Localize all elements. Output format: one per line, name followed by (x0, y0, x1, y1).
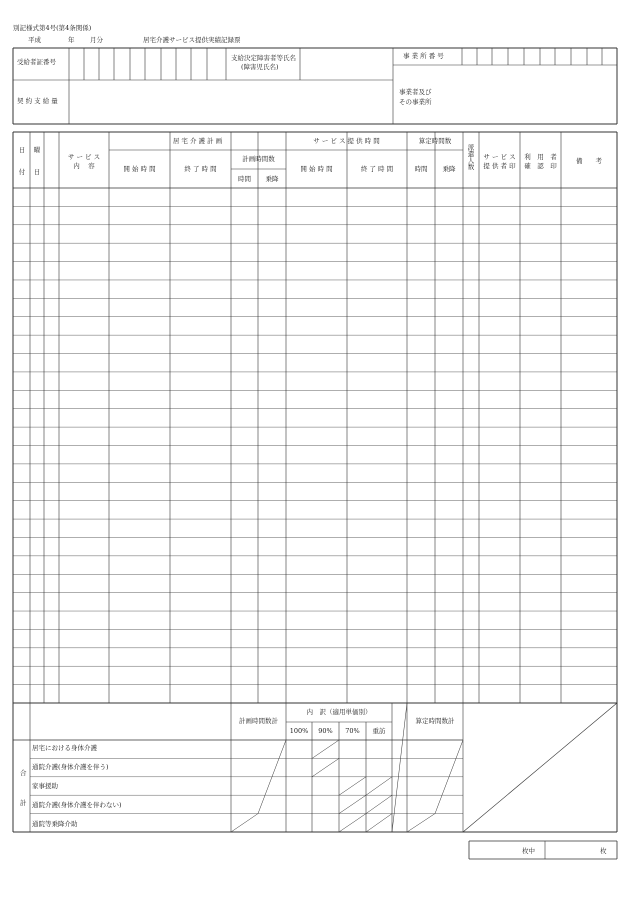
provider-seal-header-2: 提 供 者 印 (483, 162, 516, 170)
plan-hours-col: 時間 (238, 175, 251, 183)
document-title: 居宅介護サービス提供実績記録票 (143, 36, 241, 44)
breakdown-70: 70% (345, 727, 360, 735)
breakdown-90: 90% (318, 727, 333, 735)
breakdown-label: 内 訳（適用単価別） (306, 708, 372, 716)
totals-label-bottom: 計 (20, 799, 27, 807)
totals-row-label: 居宅における身体介護 (32, 744, 97, 752)
weekday-header-2: 日 (33, 168, 41, 176)
plan-hours-header: 計画時間数 (242, 155, 275, 163)
plan-group-header: 居 宅 介 護 計 画 (172, 137, 223, 145)
grid-line (463, 703, 617, 832)
service-header: サ ー ビ ス (67, 153, 101, 161)
remarks-header: 備 考 (576, 157, 602, 165)
calc-total-label: 算定時間数計 (415, 717, 455, 725)
guardian-label: 支給決定障害者等氏名 (231, 54, 296, 62)
service-header-2: 内 容 (73, 162, 95, 170)
date-header-2: 付 (18, 168, 26, 176)
actual-end-header: 終 了 時 間 (360, 165, 394, 173)
actual-group-header: サ ー ビ ス 提 供 時 間 (313, 137, 380, 145)
grid-line (366, 795, 392, 813)
sheet-of-label: 枚中 (522, 847, 535, 855)
date-header: 日 (18, 146, 26, 154)
calc-boarding-col: 乗降 (442, 165, 456, 173)
grid-line (339, 814, 366, 832)
user-seal-header: 利 用 者 (524, 153, 557, 161)
plan-end-header: 終 了 時 間 (184, 165, 217, 173)
era-label: 平成 (28, 36, 41, 44)
plan-start-header: 開 始 時 間 (123, 165, 156, 173)
weekday-header: 曜 (33, 146, 41, 154)
grid-line (339, 795, 366, 813)
breakdown-100: 100% (289, 727, 309, 735)
recipient-number-label: 受給者証番号 (17, 58, 56, 66)
business-label-sub: その事業所 (399, 98, 432, 106)
totals-row-label: 家事援助 (32, 782, 58, 790)
grid-line (366, 814, 392, 832)
grid-line (312, 758, 339, 776)
calc-hours-col: 時間 (414, 165, 428, 173)
calc-hours-header: 算定時間数 (418, 137, 452, 145)
totals-row-label: 通院介護(身体介護を伴う) (32, 763, 109, 771)
sheets-label: 枚 (600, 847, 607, 855)
user-seal-header-2: 確 認 印 (524, 162, 557, 170)
business-label: 事業者及び (399, 88, 432, 96)
grid-line (312, 740, 339, 758)
grid-line (231, 814, 258, 832)
actual-start-header: 開 始 時 間 (300, 165, 333, 173)
totals-label-top: 合 (20, 769, 27, 777)
grid-line (366, 777, 392, 795)
form-id: 別記様式第4号(第4条関係) (13, 24, 92, 32)
plan-boarding-col: 乗降 (265, 175, 279, 183)
grid-line (339, 777, 366, 795)
guardian-label-sub: (障害児氏名) (241, 63, 279, 71)
year-label: 年 (68, 36, 75, 44)
totals-row-label: 通院等乗降介助 (32, 820, 78, 828)
plan-hours-total-label: 計画時間数計 (239, 717, 278, 725)
totals-row-label: 通院介護(身体介護を伴わない) (32, 801, 122, 809)
dispatch-header: 派遣人数 (466, 144, 475, 170)
grid-line (407, 814, 435, 832)
grid-line (392, 703, 407, 832)
office-number-label: 事 業 所 番 号 (403, 52, 444, 60)
month-label: 月分 (90, 36, 103, 44)
provider-seal-header: サ ー ビ ス (483, 153, 516, 161)
breakdown-heavy: 重訪 (372, 727, 386, 735)
contract-amount-label: 契 約 支 給 量 (17, 97, 58, 105)
